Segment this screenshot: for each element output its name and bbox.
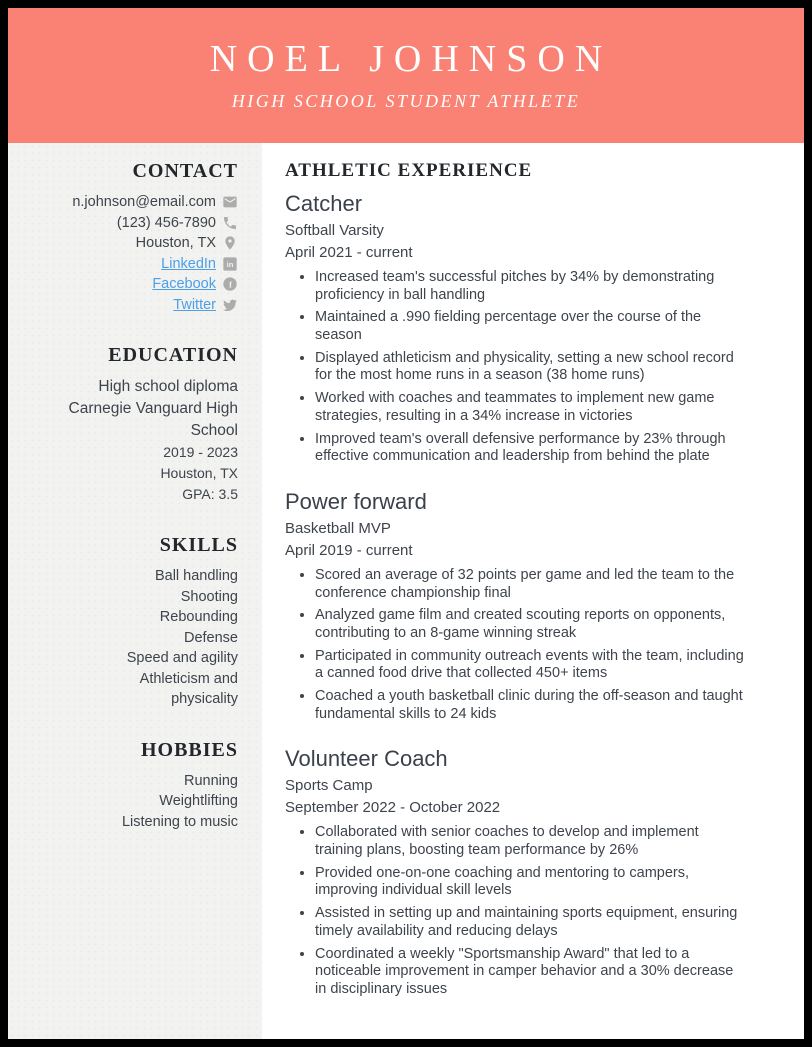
phone-value: (123) 456-7890 [116, 214, 216, 231]
job-bullet-list [285, 567, 764, 724]
location-pin-icon [222, 235, 238, 251]
candidate-name: NOEL JOHNSON [209, 37, 613, 80]
job-bullet: • Improved team's overall defensive performance by 23% through effective communication and leadership from behind the plate [315, 431, 747, 466]
job-bullet: • Participated in community outreach events with the team, including a canned food drive that collected 450+ items [315, 648, 747, 683]
job-organization: Softball Varsity [285, 222, 384, 239]
svg-text:f: f [229, 279, 232, 290]
education-degree: High school diploma [98, 378, 238, 395]
skill-item: Shooting [180, 588, 238, 605]
job-entry-catcher [285, 190, 764, 466]
education-school: Carnegie Vanguard High School [68, 400, 238, 439]
skills-section [22, 534, 238, 710]
job-bullet: • Coached a youth basketball clinic during the off-season and taught fundamental skills to 24 kids [315, 688, 747, 723]
job-entry-volunteer-coach [285, 745, 764, 998]
skills-list [22, 566, 238, 710]
job-bullet: • Collaborated with senior coaches to develop and implement training plans, boosting team performance by 26% [315, 824, 747, 859]
content-columns [8, 143, 804, 1039]
skill-item: Speed and agility [126, 650, 238, 666]
job-organization: Sports Camp [285, 777, 373, 795]
hobbies-section [22, 739, 238, 833]
skill-item: Rebounding [159, 609, 238, 625]
skill-item: Ball handling [154, 568, 238, 584]
twitter-link[interactable]: Twitter [173, 296, 216, 313]
hobby-item: Running [183, 772, 238, 789]
main-content [262, 143, 804, 1039]
contact-section [22, 160, 238, 315]
education-location: Houston, TX [160, 465, 238, 481]
linkedin-link[interactable]: LinkedIn [161, 255, 216, 272]
hobbies-list [22, 771, 238, 833]
job-entry-power-forward [285, 488, 764, 724]
job-dates: April 2021 - current [285, 244, 413, 261]
hobby-item: Weightlifting [159, 793, 238, 809]
contact-row-linkedin [22, 254, 238, 275]
job-organization: Basketball MVP [285, 519, 391, 537]
contact-row-facebook [22, 274, 238, 295]
phone-icon [222, 215, 238, 231]
job-title: Volunteer Coach [285, 746, 448, 772]
job-title: Power forward [285, 488, 427, 514]
linkedin-icon [222, 256, 238, 272]
contact-row-phone [22, 213, 238, 234]
resume-inner [8, 8, 804, 1039]
job-bullet: • Assisted in setting up and maintaining sports equipment, ensuring timely availability and reducing delays [315, 905, 747, 940]
job-bullet: • Increased team's successful pitches by 34% by demonstrating proficiency in ball handling [315, 269, 747, 304]
facebook-icon [222, 276, 238, 292]
job-bullet-list [285, 824, 764, 998]
job-dates: April 2019 - current [285, 541, 413, 559]
job-bullet: • Coordinated a weekly "Sportsmanship Award" that led to a noticeable improvement in camper behavior and a 30% decrease in disciplinary issues [315, 946, 747, 999]
job-bullet: • Analyzed game film and created scouting reports on opponents, contributing to an 8-game winning streak [315, 607, 747, 642]
page-header [8, 8, 804, 143]
hobby-item: Listening to music [121, 813, 238, 830]
contact-heading: CONTACT [132, 160, 238, 182]
twitter-icon [222, 297, 238, 313]
hobbies-heading: HOBBIES [140, 738, 238, 761]
education-dates: 2019 - 2023 [163, 444, 238, 460]
skills-heading: SKILLS [159, 534, 238, 556]
contact-row-twitter [22, 295, 238, 316]
job-bullet-list [285, 269, 764, 466]
skill-item: Defense [183, 629, 238, 646]
job-bullet: • Provided one-on-one coaching and mentoring to campers, improving individual skill levels [315, 865, 747, 900]
job-bullet: • Displayed athleticism and physicality, setting a new school record for the most home runs in a season (38 home runs) [315, 350, 747, 385]
svg-text:in: in [226, 259, 234, 269]
experience-heading: ATHLETIC EXPERIENCE [285, 160, 533, 181]
education-section [22, 344, 238, 505]
education-heading: EDUCATION [108, 344, 238, 366]
envelope-icon [222, 194, 238, 210]
candidate-title: HIGH SCHOOL STUDENT ATHLETE [231, 91, 581, 112]
job-dates: September 2022 - October 2022 [285, 799, 501, 817]
education-gpa: GPA: 3.5 [182, 486, 238, 502]
sidebar [8, 143, 262, 1039]
job-title: Catcher [285, 191, 363, 216]
skill-item: Athleticism and physicality [139, 670, 238, 707]
job-bullet: • Worked with coaches and teammates to implement new game strategies, resulting in a 34% increase in victories [315, 390, 747, 425]
facebook-link[interactable]: Facebook [152, 276, 216, 292]
job-bullet: • Maintained a .990 fielding percentage over the course of the season [315, 309, 747, 344]
contact-row-location [22, 233, 238, 254]
location-value: Houston, TX [135, 235, 216, 251]
email-value: n.johnson@email.com [72, 194, 216, 210]
job-bullet: • Scored an average of 32 points per game and led the team to the conference championship final [315, 567, 747, 602]
contact-row-email [22, 192, 238, 213]
